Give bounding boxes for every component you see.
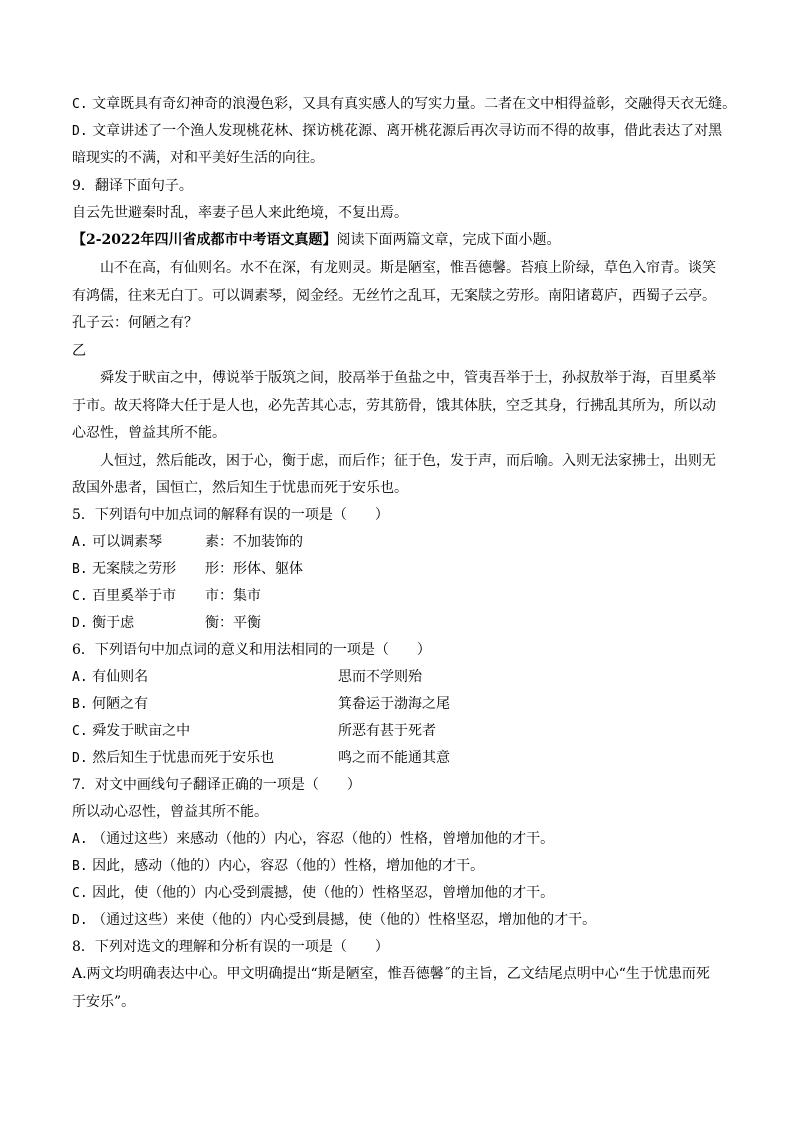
- option-text: 因此，使（他的）内心受到震撼，使（他的）性格坚忍，曾增加他的才干。: [92, 885, 555, 901]
- q5-option: [72, 560, 176, 579]
- section-header: [72, 231, 561, 249]
- option-phrase: 可以调素琴: [92, 534, 163, 550]
- question-9-title: 9．翻译下面句子。: [72, 178, 193, 194]
- q7-option: [72, 911, 596, 930]
- q7-option: [72, 830, 554, 849]
- q5-option-explain: 市：集市: [205, 588, 261, 604]
- q6-option-right: 鸣之而不能通其意: [338, 750, 450, 766]
- q6-option: [72, 668, 148, 687]
- option-text: （通过这些）来感动（他的）内心，容忍（他的）性格，曾增加他的才干。: [92, 831, 555, 847]
- option-label: B.: [72, 562, 88, 577]
- q7-option: [72, 857, 484, 876]
- passage-jia-line: 有鸿儒，往来无白丁。可以调素琴，阅金经。无丝竹之乱耳，无案牍之劳形。南阳诸葛庐，西蜀子云亭。: [72, 288, 716, 304]
- q6-option-right: 所恶有甚于死者: [338, 723, 436, 739]
- option-label: A.: [72, 832, 88, 847]
- passage-yi-line: 心忍性，曾益其所不能。: [72, 425, 226, 441]
- section-source-title: 【2-2022年四川省成都市中考语文真题】: [72, 232, 337, 248]
- passage-jia-line: 孔子云：何陋之有？: [72, 315, 198, 331]
- option-label: D.: [72, 913, 88, 928]
- option-label: A.: [72, 535, 88, 550]
- q6-option-right: 箕畚运于渤海之尾: [338, 696, 450, 712]
- question-8-title: 8．下列对选文的理解和分析有误的一项是（ ）: [72, 939, 389, 955]
- passage-yi-label: 乙: [72, 343, 86, 359]
- passage-yi-line: 敌国外患者，国恒亡，然后知生于忧患而死于安乐也。: [72, 480, 408, 496]
- option-left: 舜发于畎亩之中: [92, 723, 191, 739]
- option-text: 因此，感动（他的）内心，容忍（他的）性格，增加他的才干。: [92, 858, 485, 874]
- section-instruction: 阅读下面两篇文章，完成下面小题。: [336, 232, 561, 248]
- q7-option: [72, 884, 554, 903]
- option-label: A.: [72, 670, 88, 685]
- option-label: B.: [72, 859, 88, 874]
- option-label: C.: [72, 886, 88, 901]
- option-label: C.: [72, 97, 88, 112]
- option-phrase: 百里奚举于市: [92, 588, 177, 604]
- option-c-line: [72, 95, 736, 114]
- question-7-title: 7．对文中画线句子翻译正确的一项是（ ）: [72, 777, 361, 793]
- option-left: 何陋之有: [92, 696, 149, 712]
- option-label: C.: [72, 589, 88, 604]
- option-left: 有仙则名: [92, 669, 149, 685]
- q6-option: [72, 695, 148, 714]
- q5-option: [72, 614, 134, 633]
- option-label: D.: [72, 616, 88, 631]
- q5-option-explain: 形：形体、躯体: [205, 561, 303, 577]
- option-phrase: 衡于虑: [92, 615, 135, 631]
- passage-jia-line: 山不在高，有仙则名。水不在深，有龙则灵。斯是陋室，惟吾德馨。苔痕上阶绿，草色入帘青。谈笑: [100, 260, 716, 276]
- option-d-line: [72, 122, 722, 141]
- option-label: D.: [72, 751, 88, 766]
- passage-yi-line: 于市。故天将降大任于是人也，必先苦其心志，劳其筋骨，饿其体肤，空乏其身，行拂乱其所为，所以动: [72, 398, 716, 414]
- q6-option-right: 思而不学则殆: [338, 669, 422, 685]
- question-5-title: 5．下列语句中加点词的解释有误的一项是（ ）: [72, 507, 389, 523]
- option-text: 文章既具有奇幻神奇的浪漫色彩，又具有真实感人的写实力量。二者在文中相得益彰，交融得天衣无缝。: [92, 96, 737, 112]
- option-left: 然后知生于忧患而死于安乐也: [92, 750, 275, 766]
- option-label: D.: [72, 124, 88, 139]
- question-7-sentence: 所以动心忍性，曾益其所不能。: [72, 804, 268, 820]
- q5-option-explain: 素：不加装饰的: [205, 534, 303, 550]
- passage-yi-line: 人恒过，然后能改，困于心，衡于虑，而后作；征于色，发于声，而后喻。入则无法家拂士，出则无: [100, 453, 716, 469]
- passage-yi-line: 舜发于畎亩之中，傅说举于版筑之间，胶鬲举于鱼盐之中，管夷吾举于士，孙叔敖举于海，百里奚举: [100, 370, 716, 386]
- option-phrase: 无案牍之劳形: [92, 561, 177, 577]
- question-6-title: 6．下列语句中加点词的意义和用法相同的一项是（ ）: [72, 642, 431, 658]
- option-label: C.: [72, 724, 88, 739]
- q5-option-explain: 衡：平衡: [205, 615, 261, 631]
- question-9-sentence: 自云先世避秦时乱，率妻子邑人来此绝境，不复出焉。: [72, 205, 408, 221]
- q5-option: [72, 533, 162, 552]
- q6-option: [72, 749, 274, 768]
- option-text: 文章讲述了一个渔人发现桃花林、探访桃花源、离开桃花源后再次寻访而不得的故事，借此表达了对黑: [92, 123, 723, 139]
- option-text: （通过这些）来使（他的）内心受到晨撼，使（他的）性格坚忍，增加他的才干。: [92, 912, 597, 928]
- q8-option-a-line: 于安乐”。: [72, 994, 136, 1010]
- q6-option: [72, 722, 190, 741]
- option-d-line-2: 暗现实的不满，对和平美好生活的向往。: [72, 150, 324, 166]
- option-label: B.: [72, 697, 88, 712]
- q5-option: [72, 587, 176, 606]
- q8-option-a-line: A.两文均明确表达中心。甲文明确提出“斯是陋室，惟吾德馨˝的主旨，乙文结尾点明中心“生于忧患而死: [72, 966, 710, 982]
